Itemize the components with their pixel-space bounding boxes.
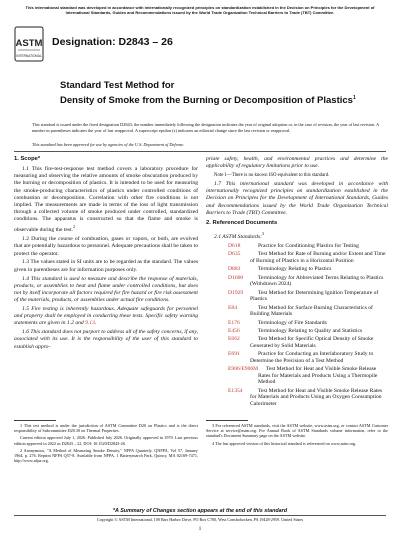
astm-standards-heading (206, 230, 388, 241)
reference-item (220, 336, 388, 349)
standard-issue-note: This standard is issued under the fixed designation D2843; the number immediately following the designation indicates the year of original adoption or, in the case of revision, the year of last revision. A number in parentheses indicates the year of last reapproval. A superscript epsilon (ε) indicates an editorial change since the last revision or reapproval. (32, 122, 379, 133)
reference-code-link[interactable]: E176 (228, 319, 240, 326)
referenced-documents-heading: 2. Referenced Documents (206, 219, 278, 226)
footnote-1-edition: Current edition approved July 1, 2026. Published July 2026. Originally approved in 1970. Last previous edition approved in 2022 as D2843 – 22. DOI: 10.1520/D2843-26. (14, 435, 198, 446)
reference-title: Test Method for Determining Ignition Temperature of Plastics (250, 289, 379, 303)
reference-item (220, 328, 388, 335)
reference-item (220, 251, 388, 264)
footer-divider (14, 515, 386, 516)
reference-code-link[interactable]: D635 (228, 251, 241, 258)
paragraph-1-4: 1.4 This standard is used to measure and describe the response of materials, products, or assemblies to heat and flame under controlled conditions, but does not by itself incorporate all factors required for fire hazard or fire risk assessment of the materials, products, or assemblies under actual fire conditions. (14, 275, 198, 304)
header-divider (14, 151, 386, 152)
reference-code-link[interactable]: D1929 (228, 289, 244, 296)
reference-item (220, 351, 388, 364)
note-1: Note 1—There is no known ISO equivalent to this standard. (214, 173, 330, 179)
dod-approval-note: This standard has been approved for use by agencies of the U.S. Department of Defense. (32, 142, 185, 147)
scope-heading: 1. Scope* (14, 156, 41, 162)
paragraph-1-7: 1.7 This international standard was developed in accordance with internationally recognized principles on standardization established in the Decision on Principles for the Development of International Standards, Guides and Recommendations issued by the World Trade Organization Technical Barriers to Trade (TBT) Committee. (206, 181, 388, 216)
reference-item (220, 366, 388, 386)
title-main-text: Density of Smoke from the Burning or Decomposition of Plastics (60, 95, 353, 107)
reference-title: Practice for Conditioning Plastics for Testing (258, 242, 359, 249)
svg-text:INTERNATIONAL: INTERNATIONAL (16, 54, 42, 58)
footnote-3: 3 For referenced ASTM standards, visit the ASTM website, www.astm.org, or contact ASTM Customer Service at service@astm.org. For Annual Book of ASTM Standards volume information, refer to the standard's Document Summary page on the ASTM website. (206, 423, 388, 439)
right-column (206, 156, 388, 409)
paragraph-1-2: 1.2 During the course of combustion, gases or vapors, or both, are evolved that are potentially hazardous to personnel. Adequate precautions shall be taken to protect the operator. (14, 236, 198, 257)
reference-title: Test Method for Heat and Visible Smoke Release Rates for Materials and Products Using an Oxygen Consumption Calorimeter (250, 387, 383, 408)
reference-item (220, 320, 388, 327)
paragraph-1-1-text: 1.1 This fire-test-response test method covers a laboratory procedure for measuring and observing the relative amounts of smoke obscuration produced by the burning or decomposition of plastics. It is intended to be used for measuring the smoke-producing characteristics of plastics under controlled conditions of combustion or decomposition. Correlation with other fire conditions is not implied. The measurements are made in terms of the loss of light transmission through a collected volume of smoke produced under controlled, standardized conditions. The apparatus is constructed so that the flame and smoke is observable during the test. (14, 166, 198, 234)
reference-title: Test Method for Heat and Visible Smoke Release Rates for Materials and Products Using a Thermopile Method (258, 366, 378, 386)
reference-code-link[interactable]: E906/E906M (228, 366, 259, 373)
reference-title: Terminology for Abbreviated Terms Relating to Plastics (Withdrawn 2024) (250, 274, 384, 288)
reference-code-link[interactable]: E662 (228, 336, 240, 343)
reference-title: Terminology of Fire Standards (258, 319, 327, 326)
footnotes-left (14, 423, 198, 465)
reference-title: Test Method for Rate of Burning and/or Extent and Time of Burning of Plastics in a Horizontal Position (250, 251, 386, 264)
astm-logo-icon (14, 26, 44, 62)
reference-code-link[interactable]: D883 (228, 266, 241, 273)
reference-item (220, 275, 388, 288)
reference-code-link[interactable]: E691 (228, 351, 240, 358)
reference-title: Terminology Relating to Quality and Statistics (258, 327, 363, 334)
reference-title: Terminology Relating to Plastics (258, 266, 332, 273)
reference-item (220, 388, 388, 408)
reference-item (220, 305, 388, 318)
reference-title: Test Method for Surface Burning Characteristics of Building Materials (250, 304, 373, 318)
paragraph-1-1 (14, 166, 198, 234)
page-number: 1 (198, 526, 202, 532)
designation-label: Designation: D2843 – 26 (52, 36, 173, 48)
reference-code-link[interactable]: E1354 (228, 387, 243, 394)
footnote-4: 4 The last approved version of this historical standard is referenced on www.astm.org. (212, 440, 357, 446)
reference-list (220, 243, 388, 408)
reference-item (220, 266, 388, 273)
paragraph-1-5 (14, 306, 198, 327)
paragraph-1-3: 1.3 The values stated in SI units are to be regarded as the standard. The values given in parentheses are for information purposes only. (14, 259, 198, 273)
paragraph-1-6: 1.6 This standard does not purport to address all of the safety concerns, if any, associated with its use. It is the responsibility of the user of this standard to establish appro- (14, 329, 198, 350)
title-line-1: Standard Test Method for (60, 80, 175, 91)
reference-item (220, 290, 388, 303)
paragraph-1-5-text: 1.5 Fire testing is inherently hazardous. Adequate safeguards for personnel and property shall be employed in conducting these tests. Specific safety warning statements are given in 1.2 and (14, 306, 198, 327)
footnote-divider-left (14, 420, 56, 421)
reference-code-link[interactable]: D1600 (228, 274, 244, 281)
title-line-2 (60, 92, 360, 107)
footnote-mark-2: 2 (73, 224, 76, 230)
reference-item (220, 243, 388, 250)
reference-code-link[interactable]: E456 (228, 327, 240, 334)
reference-title: Practice for Conducting an Interlaboratory Study to Determine the Precision of a Test Method (250, 351, 374, 364)
paragraph-1-5-end: . (94, 320, 97, 327)
title-footnote-mark: 1 (352, 95, 356, 101)
document-title (60, 80, 360, 107)
footnote-1: 1 This test method is under the jurisdiction of ASTM Committee D20 on Plastics and is the direct responsibility of Subcommittee D20.30 on Thermal Properties. (14, 423, 198, 434)
svg-text:ASTM: ASTM (15, 38, 43, 49)
reference-title: Test Method for Specific Optical Density of Smoke Generated by Solid Materials (250, 336, 374, 349)
paragraph-1-6-continued: priate safety, health, and environmental practices and determine the applicability of regulatory limitations prior to use. (206, 156, 388, 170)
footnotes-right (206, 423, 388, 448)
reference-code-link[interactable]: D618 (228, 242, 241, 249)
summary-of-changes-note: *A Summary of Changes section appears at the end of this standard (112, 508, 288, 514)
wto-notice: This international standard was developed in accordance with internationally recognized principles on standardization established in the Decision on Principles for the Development of International Standards, Guides and Recommendations issued by the World Trade Organization Technical Barriers to Trade (TBT) Committee. (25, 5, 375, 15)
section-9-13-link[interactable]: 9.13 (85, 320, 95, 327)
left-column (14, 156, 198, 353)
footnote-divider-right (206, 420, 248, 421)
reference-code-link[interactable]: E84 (228, 304, 238, 311)
astm-standards-label: 2.1 ASTM Standards: (214, 233, 263, 240)
footnote-2: 2 Anonymous, "A Method of Measuring Smoke Density," NFPA Quarterly, QNFPA, Vol 57, January 1964, p. 276. Reprint NFPA Q57-8. Available from NFPA, 1 Batterymarch Park, Quincy, MA 02169-7471, http://www.nfpa.org. (14, 447, 198, 464)
footnote-mark-3: 3 (262, 231, 265, 236)
copyright-address: Copyright © ASTM International, 100 Barr Harbor Drive, PO Box C700, West Conshohocken, PA 19428-2959. United States (96, 517, 304, 522)
